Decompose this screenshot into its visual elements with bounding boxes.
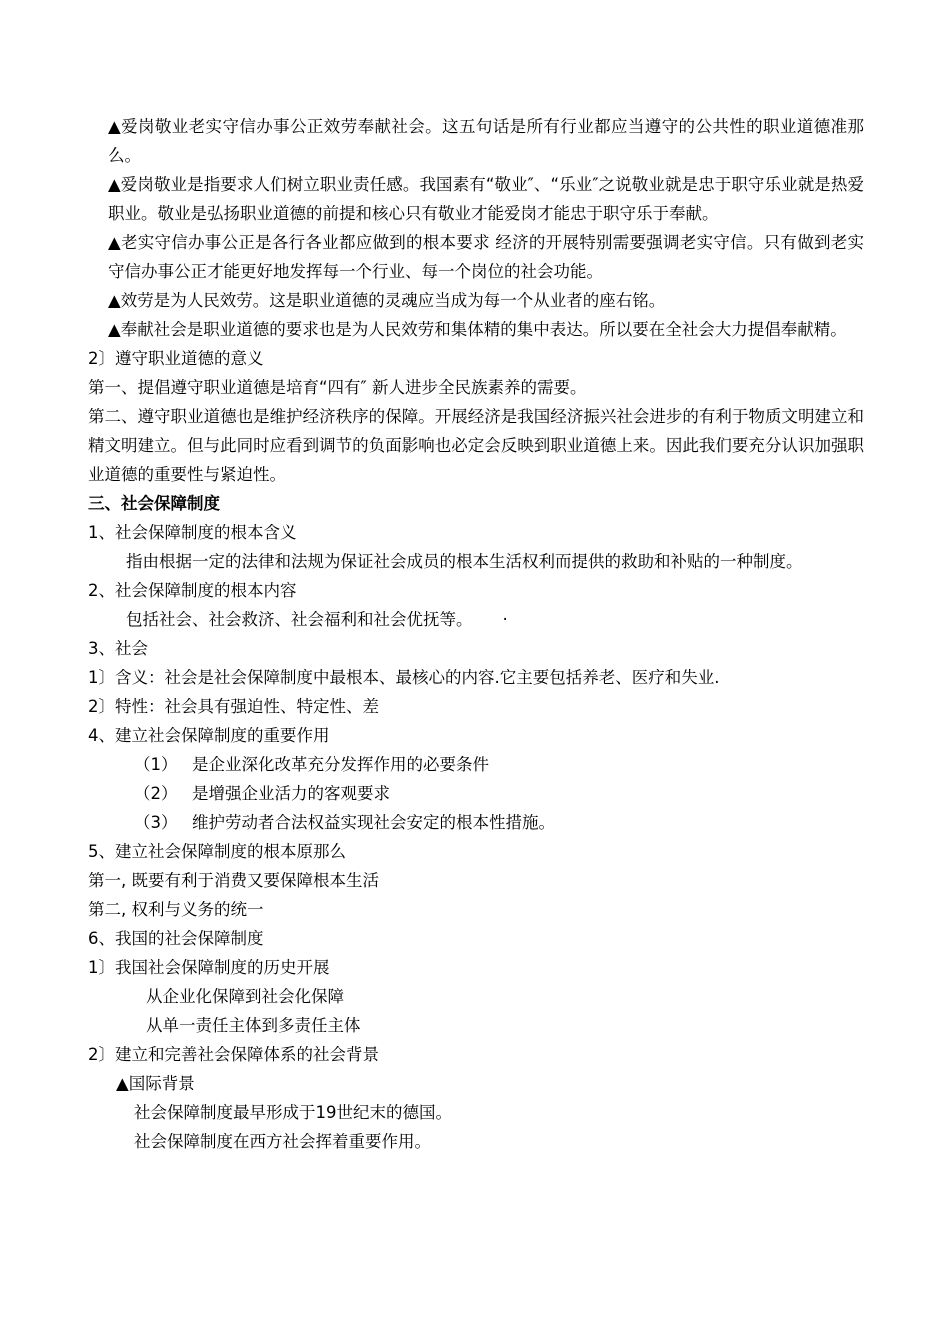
list-item bbox=[88, 808, 864, 837]
list-item-text: 是增强企业活力的客观要求 bbox=[192, 784, 390, 803]
background-point-b: 社会保障制度在西方社会挥着重要作用。 bbox=[134, 1132, 431, 1151]
paragraph-second: 第二、遵守职业道德也是维护经济秩序的保障。开展经济是我国经济振兴社会进步的有利于物质文明建立和精文明建立。但与此同时应看到调节的负面影响也必定会反映到职业道德上来。因此我们要充分认识加强职业道德的重要性与紧迫性。 bbox=[88, 407, 864, 484]
list-item-number: （3） bbox=[134, 813, 178, 832]
paragraph-basic-content bbox=[88, 605, 864, 634]
heading-basic-meaning: 1、社会保障制度的根本含义 bbox=[88, 523, 297, 542]
basic-content-text: 包括社会、社会救济、社会福利和社会优抚等。 bbox=[126, 610, 473, 629]
heading-china-social-security: 6、我国的社会保障制度 bbox=[88, 929, 264, 948]
item-characteristics: 2〕特性：社会具有强迫性、特定性、差 bbox=[88, 697, 379, 716]
list-item-number: （1） bbox=[134, 755, 178, 774]
principle-first: 第一, 既要有利于消费又要保障根本生活 bbox=[88, 871, 379, 890]
item-background: 2〕建立和完善社会保障体系的社会背景 bbox=[88, 1045, 379, 1064]
list-item-text: 维护劳动者合法权益实现社会安定的根本性措施。 bbox=[192, 813, 555, 832]
list-item-number: （2） bbox=[134, 784, 178, 803]
background-point-a: 社会保障制度最早形成于19世纪末的德国。 bbox=[134, 1103, 452, 1122]
heading-basic-principles: 5、建立社会保障制度的根本原那么 bbox=[88, 842, 346, 861]
document-page bbox=[88, 112, 864, 1156]
list-item bbox=[88, 779, 864, 808]
history-point-b: 从单一责任主体到多责任主体 bbox=[146, 1016, 361, 1035]
list-item bbox=[88, 750, 864, 779]
background-international: ▲国际背景 bbox=[116, 1074, 195, 1093]
paragraph-service: ▲效劳是为人民效劳。这是职业道德的灵魂应当成为每一个从业者的座右铭。 bbox=[108, 291, 666, 310]
item-meaning: 1〕含义：社会是社会保障制度中最根本、最核心的内容.它主要包括养老、医疗和失业. bbox=[88, 668, 720, 687]
item-history: 1〕我国社会保障制度的历史开展 bbox=[88, 958, 330, 977]
paragraph-professional-ethics-principles: ▲爱岗敬业老实守信办事公正效劳奉献社会。这五句话是所有行业都应当遵守的公共性的职业道德准那么。 bbox=[108, 117, 864, 165]
heading-social: 3、社会 bbox=[88, 639, 148, 658]
paragraph-dedication: ▲奉献社会是职业道德的要求也是为人民效劳和集体精的集中表达。所以要在全社会大力提倡奉献精。 bbox=[108, 320, 847, 339]
heading-basic-content: 2、社会保障制度的根本内容 bbox=[88, 581, 297, 600]
paragraph-honesty: ▲老实守信办事公正是各行各业都应做到的根本要求 经济的开展特别需要强调老实守信。只有做到老实守信办事公正才能更好地发挥每一个行业、每一个岗位的社会功能。 bbox=[108, 233, 864, 281]
paragraph-basic-meaning: 指由根据一定的法律和法规为保证社会成员的根本生活权利而提供的救助和补贴的一种制度。 bbox=[126, 552, 803, 571]
paragraph-love-job: ▲爱岗敬业是指要求人们树立职业责任感。我国素有“敬业″、“乐业″之说敬业就是忠于职守乐业就是热爱职业。敬业是弘扬职业道德的前提和核心只有敬业才能爱岗才能忠于职守乐于奉献。 bbox=[108, 175, 864, 223]
history-point-a: 从企业化保障到社会化保障 bbox=[146, 987, 344, 1006]
heading-important-role: 4、建立社会保障制度的重要作用 bbox=[88, 726, 330, 745]
list-item-text: 是企业深化改革充分发挥作用的必要条件 bbox=[192, 755, 489, 774]
section-heading-social-security: 三、社会保障制度 bbox=[88, 494, 220, 513]
paragraph-first: 第一、提倡遵守职业道德是培育“四有″ 新人进步全民族素养的需要。 bbox=[88, 378, 587, 397]
subheading-significance: 2〕遵守职业道德的意义 bbox=[88, 349, 264, 368]
principle-second: 第二, 权利与义务的统一 bbox=[88, 900, 264, 919]
stray-dot: · bbox=[502, 610, 508, 629]
